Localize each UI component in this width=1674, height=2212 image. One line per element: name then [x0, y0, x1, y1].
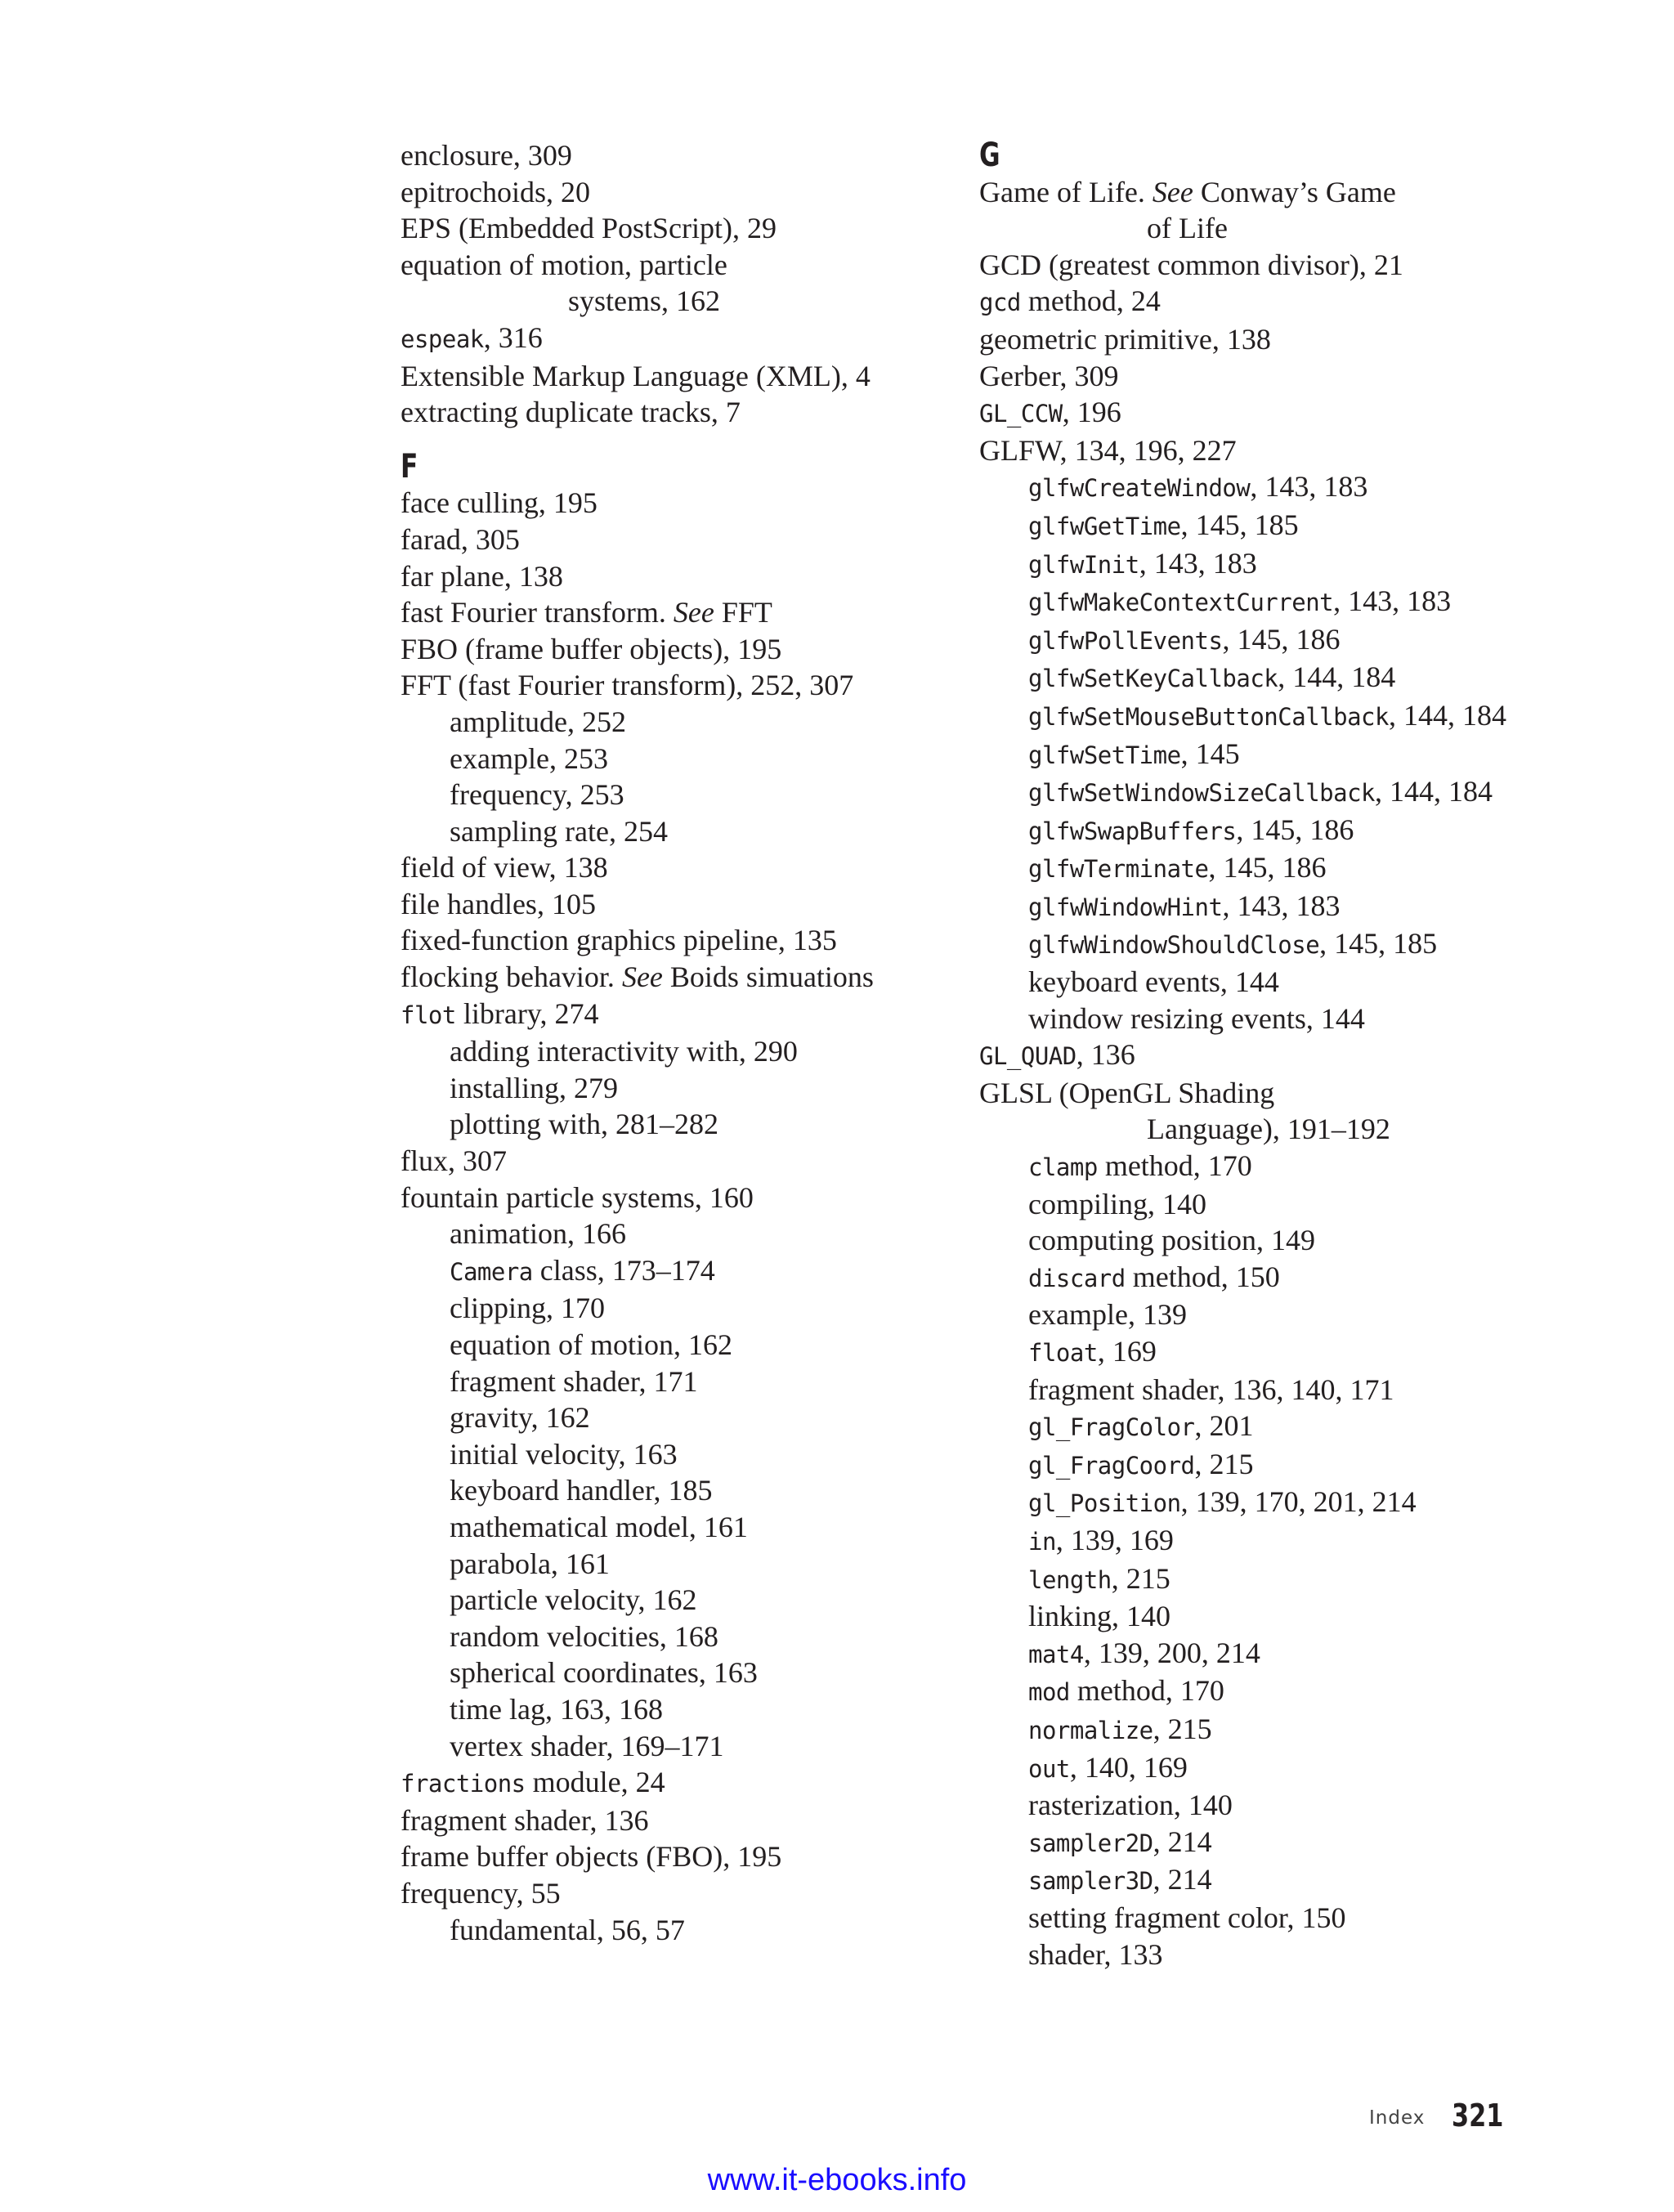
code-term: in: [1028, 1527, 1056, 1556]
entry-text: clipping, 170: [450, 1292, 605, 1325]
code-term: fractions: [401, 1770, 526, 1798]
index-subentry: [979, 659, 1519, 697]
index-subentry: [979, 1937, 1519, 1973]
code-term: glfwSetMouseButtonCallback: [1028, 702, 1389, 731]
entry-text: shader, 133: [1028, 1937, 1163, 1971]
index-subentry: [979, 1560, 1519, 1599]
entry-text: , 143, 183: [1333, 584, 1452, 618]
entry-text: spherical coordinates, 163: [450, 1656, 758, 1690]
entry-text: face culling, 195: [401, 486, 598, 520]
index-subentry: [401, 1509, 940, 1546]
entry-text: fragment shader, 136, 140, 171: [1028, 1372, 1394, 1406]
entry-text: class, 173–174: [532, 1253, 715, 1287]
entry-text: FFT (fast Fourier transform), 252, 307: [401, 669, 854, 702]
entry-text: rasterization, 140: [1028, 1789, 1233, 1822]
entry-text: keyboard events, 144: [1028, 965, 1279, 999]
entry-text: adding interactivity with, 290: [450, 1035, 798, 1068]
index-subentry: [979, 1372, 1519, 1408]
entry-text: time lag, 163, 168: [450, 1692, 663, 1726]
index-entry: [979, 321, 1519, 358]
index-subentry: [401, 1327, 940, 1363]
index-subentry: [401, 1546, 940, 1583]
entry-text: , 144, 184: [1375, 775, 1493, 808]
entry-text: , 316: [483, 320, 543, 354]
entry-text: , 145, 186: [1208, 851, 1327, 884]
entry-text: Boids simuations: [662, 960, 874, 994]
index-entry: [979, 394, 1519, 432]
entry-text: particle velocity, 162: [450, 1583, 697, 1617]
index-entry-continuation: [979, 210, 1519, 247]
index-subentry: [979, 1001, 1519, 1037]
index-subentry: [979, 468, 1519, 507]
index-entry: [401, 137, 940, 174]
entry-text: Language), 191–192: [1147, 1113, 1390, 1146]
index-subentry: [979, 1861, 1519, 1900]
index-subentry: [979, 1900, 1519, 1937]
code-term: gl_Position: [1028, 1489, 1181, 1518]
code-term: glfwWindowShouldClose: [1028, 931, 1320, 960]
code-term: glfwWindowHint: [1028, 893, 1223, 921]
entry-text: fixed-function graphics pipeline, 135: [401, 924, 837, 957]
index-subentry: [979, 773, 1519, 812]
index-entry: [401, 594, 940, 631]
entry-text: epitrochoids, 20: [401, 175, 590, 208]
entry-text: FBO (frame buffer objects), 195: [401, 632, 782, 665]
entry-text: , 144, 184: [1388, 698, 1506, 732]
index-subentry: [979, 1333, 1519, 1372]
code-term: normalize: [1028, 1716, 1153, 1744]
entry-text: amplitude, 252: [450, 705, 626, 738]
index-subentry: [979, 1824, 1519, 1862]
index-subentry: [979, 1749, 1519, 1788]
code-term: float: [1028, 1339, 1098, 1367]
index-entry: [401, 485, 940, 522]
entry-text: , 139, 170, 201, 214: [1180, 1485, 1417, 1519]
index-subentry: [979, 621, 1519, 660]
index-subentry: [401, 1070, 940, 1107]
index-subentry: [401, 1399, 940, 1436]
entry-text: extracting duplicate tracks, 7: [401, 396, 741, 429]
index-entry: [401, 558, 940, 595]
watermark-link[interactable]: www.it-ebooks.info: [707, 2163, 967, 2197]
entry-text: installing, 279: [450, 1071, 618, 1104]
index-subentry: [979, 812, 1519, 850]
entry-text: EPS (Embedded PostScript), 29: [401, 212, 777, 245]
index-column-right: [979, 137, 1519, 1972]
index-subentry: [979, 1484, 1519, 1522]
index-subentry: [979, 1222, 1519, 1259]
index-subentry: [401, 1472, 940, 1509]
index-subentry: [401, 813, 940, 850]
entry-text: Conway’s Game: [1193, 175, 1396, 208]
entry-text: flux, 307: [401, 1144, 507, 1178]
code-term: out: [1028, 1754, 1070, 1783]
entry-text: linking, 140: [1028, 1600, 1171, 1633]
entry-text: , 143, 183: [1250, 470, 1368, 504]
entry-text: , 145: [1180, 737, 1240, 770]
index-entry-continuation: [979, 1111, 1519, 1148]
index-subentry: [979, 1259, 1519, 1297]
index-subentry: [979, 849, 1519, 888]
entry-text: fast Fourier transform.: [401, 596, 674, 629]
index-subentry: [401, 1912, 940, 1949]
index-subentry: [401, 777, 940, 813]
index-subentry: [979, 1635, 1519, 1673]
section-heading-letter: G: [979, 137, 1000, 174]
entry-text: field of view, 138: [401, 851, 608, 884]
entry-text: mathematical model, 161: [450, 1510, 748, 1543]
index-subentry: [979, 1186, 1519, 1223]
index-entry: [401, 849, 940, 886]
see-reference: See: [673, 596, 714, 629]
index-subentry: [979, 583, 1519, 621]
index-subentry: [401, 1691, 940, 1728]
index-entry: [979, 174, 1519, 211]
entry-text: method, 170: [1069, 1674, 1224, 1708]
entry-text: library, 274: [455, 996, 599, 1030]
entry-text: , 169: [1097, 1335, 1157, 1368]
index-entry: [401, 394, 940, 431]
index-subentry: [401, 741, 940, 777]
code-term: gcd: [979, 289, 1021, 317]
index-subentry: [979, 697, 1519, 736]
index-subentry: [401, 1216, 940, 1252]
code-term: glfwSetKeyCallback: [1028, 665, 1278, 693]
entry-text: computing position, 149: [1028, 1224, 1315, 1257]
index-entry: [401, 1764, 940, 1802]
index-entry-continuation: [401, 283, 940, 320]
index-entry: [401, 358, 940, 395]
index-subentry: [979, 507, 1519, 545]
entry-text: farad, 305: [401, 522, 520, 556]
code-term: espeak: [401, 325, 484, 353]
index-entry: [401, 320, 940, 358]
index-subentry: [979, 964, 1519, 1001]
index-entry: [401, 996, 940, 1034]
index-subentry: [401, 1106, 940, 1143]
entry-text: sampling rate, 254: [450, 814, 668, 848]
index-subentry: [401, 1252, 940, 1291]
code-term: gl_FragCoord: [1028, 1451, 1195, 1480]
entry-text: , 214: [1153, 1825, 1212, 1858]
index-entry: [401, 922, 940, 959]
section-spacer: [401, 431, 940, 449]
entry-text: equation of motion, 162: [450, 1328, 732, 1361]
index-subentry: [979, 1408, 1519, 1446]
index-subentry: [401, 1728, 940, 1765]
entry-text: , 140, 169: [1069, 1750, 1188, 1784]
index-subentry: [979, 736, 1519, 774]
entry-text: fountain particle systems, 160: [401, 1180, 754, 1214]
entry-text: , 215: [1153, 1712, 1212, 1745]
entry-text: method, 150: [1125, 1260, 1280, 1293]
entry-text: frame buffer objects (FBO), 195: [401, 1840, 782, 1874]
page-number: 321: [1452, 2098, 1504, 2134]
index-subentry: [401, 1033, 940, 1070]
entry-text: setting fragment color, 150: [1028, 1901, 1346, 1934]
index-subentry: [401, 1290, 940, 1327]
index-subentry: [401, 704, 940, 741]
code-term: glfwCreateWindow: [1028, 474, 1251, 503]
code-term: glfwMakeContextCurrent: [1028, 589, 1334, 617]
index-entry: [979, 247, 1519, 284]
entry-text: frequency, 253: [450, 778, 624, 812]
section-heading-letter: F: [401, 447, 418, 486]
index-subentry: [979, 1522, 1519, 1560]
index-entry: [401, 886, 940, 923]
code-term: glfwPollEvents: [1028, 626, 1223, 655]
index-entry: [401, 210, 940, 247]
index-subentry: [979, 1296, 1519, 1333]
entry-text: plotting with, 281–282: [450, 1108, 719, 1141]
entry-text: method, 24: [1020, 284, 1161, 318]
index-subentry: [401, 1619, 940, 1655]
index-subentry: [979, 888, 1519, 926]
entry-text: , 139, 169: [1055, 1523, 1174, 1556]
code-term: glfwGetTime: [1028, 512, 1181, 540]
entry-text: far plane, 138: [401, 559, 563, 593]
code-term: GL_QUAD: [979, 1042, 1076, 1071]
entry-text: , 136: [1076, 1038, 1135, 1072]
index-entry: [979, 1075, 1519, 1112]
entry-text: flocking behavior.: [401, 960, 622, 994]
code-term: clamp: [1028, 1153, 1098, 1182]
index-subentry: [979, 545, 1519, 584]
entry-text: fragment shader, 136: [401, 1803, 649, 1837]
entry-text: frequency, 55: [401, 1876, 561, 1910]
code-term: glfwSetWindowSizeCallback: [1028, 779, 1375, 808]
entry-text: geometric primitive, 138: [979, 322, 1271, 356]
code-term: mod: [1028, 1678, 1070, 1707]
index-entry: [401, 174, 940, 211]
entry-text: GLSL (OpenGL Shading: [979, 1076, 1275, 1109]
entry-text: Gerber, 309: [979, 359, 1119, 392]
code-term: glfwSetTime: [1028, 741, 1181, 769]
index-subentry: [979, 1672, 1519, 1711]
code-term: mat4: [1028, 1640, 1084, 1668]
code-term: glfwInit: [1028, 550, 1139, 579]
entry-text: example, 253: [450, 741, 608, 775]
index-subentry: [401, 1655, 940, 1691]
index-subentry: [979, 1148, 1519, 1186]
footer-section-label: Index: [1369, 2107, 1426, 2129]
index-entry: [979, 432, 1519, 469]
entry-text: , 201: [1194, 1409, 1254, 1443]
code-term: length: [1028, 1565, 1112, 1594]
index-subentry: [401, 1363, 940, 1400]
entry-text: initial velocity, 163: [450, 1437, 678, 1471]
entry-text: , 215: [1194, 1447, 1254, 1480]
index-subentry: [401, 1436, 940, 1473]
code-term: sampler2D: [1028, 1829, 1153, 1857]
index-entry: [401, 1838, 940, 1875]
index-entry: [401, 1802, 940, 1839]
entry-text: , 214: [1153, 1863, 1212, 1896]
index-entry: [401, 1875, 940, 1912]
entry-text: , 145, 186: [1222, 622, 1341, 656]
index-subentry: [979, 1446, 1519, 1484]
index-entry: [401, 522, 940, 558]
entry-text: enclosure, 309: [401, 139, 572, 172]
entry-text: equation of motion, particle: [401, 248, 727, 281]
index-subentry: [401, 1582, 940, 1619]
entry-text: FFT: [714, 596, 772, 629]
entry-text: fragment shader, 171: [450, 1364, 698, 1398]
entry-text: systems, 162: [568, 284, 721, 318]
entry-text: vertex shader, 169–171: [450, 1729, 724, 1762]
index-subentry: [979, 1598, 1519, 1635]
entry-text: random velocities, 168: [450, 1619, 718, 1653]
index-entry: [401, 667, 940, 704]
index-entry: [401, 1143, 940, 1180]
entry-text: keyboard handler, 185: [450, 1474, 713, 1507]
entry-text: GCD (greatest common divisor), 21: [979, 248, 1403, 281]
entry-text: window resizing events, 144: [1028, 1001, 1365, 1035]
entry-text: Extensible Markup Language (XML), 4: [401, 359, 871, 392]
code-term: GL_CCW: [979, 400, 1063, 428]
code-term: flot: [401, 1001, 456, 1029]
code-term: sampler3D: [1028, 1867, 1153, 1896]
index-entry: [401, 1180, 940, 1216]
code-term: Camera: [450, 1257, 533, 1286]
entry-text: method, 170: [1097, 1149, 1252, 1183]
see-reference: See: [621, 960, 663, 994]
entry-text: , 145, 186: [1236, 813, 1354, 846]
code-term: glfwSwapBuffers: [1028, 817, 1237, 845]
entry-text: , 196: [1062, 396, 1121, 429]
code-term: discard: [1028, 1264, 1126, 1292]
index-entry: [401, 959, 940, 996]
entry-text: , 215: [1111, 1561, 1170, 1595]
index-subentry: [979, 925, 1519, 964]
entry-text: compiling, 140: [1028, 1187, 1206, 1220]
entry-text: , 145, 185: [1180, 508, 1299, 541]
entry-text: example, 139: [1028, 1298, 1187, 1332]
entry-text: file handles, 105: [401, 887, 596, 920]
index-column-left: [401, 137, 940, 1948]
code-term: glfwTerminate: [1028, 855, 1209, 884]
entry-text: Game of Life.: [979, 175, 1153, 208]
entry-text: , 139, 200, 214: [1083, 1636, 1260, 1669]
index-subentry: [979, 1711, 1519, 1749]
entry-text: GLFW, 134, 196, 227: [979, 433, 1237, 467]
index-entry: [401, 631, 940, 668]
entry-text: gravity, 162: [450, 1401, 590, 1435]
code-term: gl_FragColor: [1028, 1413, 1195, 1442]
index-subentry: [979, 1787, 1519, 1824]
entry-text: parabola, 161: [450, 1547, 610, 1580]
see-reference: See: [1152, 175, 1193, 208]
index-entry: [401, 247, 940, 284]
entry-text: , 143, 183: [1222, 889, 1341, 922]
index-entry: [979, 1037, 1519, 1075]
entry-text: animation, 166: [450, 1217, 626, 1251]
entry-text: , 145, 185: [1319, 927, 1438, 960]
entry-text: module, 24: [525, 1766, 665, 1799]
entry-text: , 144, 184: [1278, 660, 1396, 694]
index-entry: [979, 358, 1519, 395]
entry-text: of Life: [1147, 212, 1228, 245]
index-entry: [979, 283, 1519, 321]
entry-text: fundamental, 56, 57: [450, 1913, 685, 1946]
entry-text: , 143, 183: [1139, 546, 1257, 580]
